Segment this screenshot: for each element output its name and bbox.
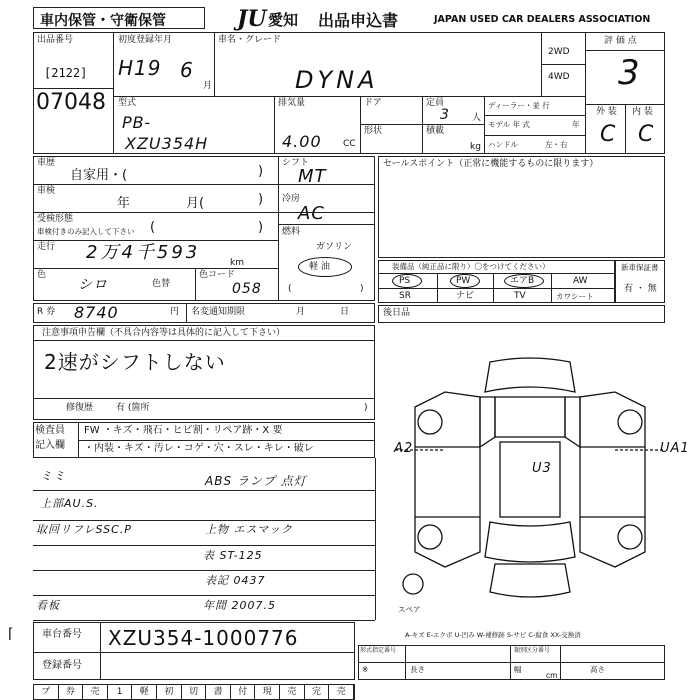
footer-cell: 付 [231,685,256,699]
new-warranty-value: 有 ・ 無 [624,284,657,294]
reception-note: 車検付きのみ記入して下さい [37,227,135,236]
rating-score: 3 [618,53,641,93]
model-line1: PB- [122,113,152,132]
damage-mark-ua1: UA1 [660,441,690,456]
drive-2wd: 2WD [548,47,570,57]
storage-label: 車内保管・守衛保管 [40,13,166,29]
reception-label: 受検形態 [37,214,74,224]
free-note-6: 表 ST-125 [203,549,263,562]
history-label: 車歴 [37,158,56,168]
equip-navi: ナビ [456,291,475,301]
mileage-value: 2万4千593 [86,242,201,263]
model-year-label: モデル 年 式 [488,120,530,129]
free-note-2: ABS ランプ 点灯 [205,474,307,488]
car-damage-diagram [395,352,665,612]
model-label: 型式 [118,98,137,108]
ps-circle [392,274,422,288]
footer-row [33,684,355,700]
color-code-label: 色コード [199,270,236,280]
footer-cell: 切 [182,685,207,699]
notes-label: 注意事項申告欄（不具合内容等は具体的に記入して下さい） [42,328,286,338]
first-registration-label: 初度登録年月 [118,35,173,45]
first-registration-month: 6 [180,58,194,82]
equip-airbag: エアB [510,276,535,286]
repair-history-value: 有 (箇所 [116,403,150,413]
lot-sub-number: [2122] [44,66,88,80]
doors-label: ドア [364,98,382,108]
free-note-3: 上部AU.S. [40,497,99,510]
free-note-5: 上物 エスマック [205,523,293,536]
spare-label: スペア [398,605,421,614]
inspector-label-1: 検査員 [35,425,65,436]
recycle-label: R 券 [37,307,56,317]
reception-open: ( [150,220,156,235]
rating-label: 評 価 点 [604,36,637,46]
displacement-unit: CC [343,139,356,149]
lot-number-label: 出品番号 [37,35,74,45]
dealer-label: ディーラー・並 行 [488,101,550,110]
color-label: 色 [37,270,47,280]
drive-4wd: 4WD [548,72,570,82]
lot-number: 07048 [36,90,106,115]
repair-history-label: 修復歴 [66,403,94,413]
recycle-unit: 円 [170,307,180,317]
aircon-value: AC [298,203,325,224]
footer-cell: 売 [329,685,354,699]
mileage-unit: km [230,258,244,268]
mileage-label: 走行 [37,242,56,252]
equip-aw: AW [573,276,588,286]
fuel-label: 燃料 [282,227,301,237]
car-name-label: 車名・グレード [218,35,282,45]
new-warranty-label: 新車保証書 [621,263,659,272]
footer-cell: 完 [305,685,330,699]
inspection-month-unit: 月( [186,196,205,211]
inspection-year-unit: 年 [117,196,131,211]
interior-label: 内 装 [632,107,653,117]
corner-mark: ⌈ [8,626,14,642]
spec-height: 高さ [590,665,605,674]
inspector-label-2: 記入欄 [35,440,65,451]
shift-label: シフト [282,158,310,168]
free-note-1: ミミ [40,469,67,483]
ju-logo: JU [237,6,267,32]
load-unit: kg [470,142,481,152]
airbag-circle [504,274,544,288]
equip-pw: PW [456,276,471,286]
damage-mark-a2: A2 [394,441,414,456]
name-notice-month: 月 [296,307,306,317]
history-close: ) [258,164,264,179]
equip-kawa-seat: カワシート [556,292,594,301]
handle-options: 左・右 [545,140,568,149]
registration-number-label: 登録番号 [42,660,82,671]
shape-label: 形状 [364,126,383,136]
repair-history-close: ) [364,403,368,413]
footer-cell: 初 [157,685,182,699]
spec-designation: 形式指定番号 [360,647,397,654]
free-note-8: 看板 [36,599,60,612]
chassis-number: XZU354-1000776 [108,626,299,650]
later-input-label: 後日品 [383,308,411,318]
exterior-label: 外 装 [596,107,617,117]
color-value: シロ [78,277,108,293]
color-code-value: 058 [232,281,262,297]
footer-cell: 書 [206,685,231,699]
equipment-label: 装備品（純正品に限り）〇をつけてください） [392,262,550,271]
interior-grade: C [638,122,655,147]
footer-cell: 軽 [132,685,157,699]
org-english-name: JAPAN USED CAR DEALERS ASSOCIATION [434,14,651,25]
free-note-7: 表記 0437 [205,574,266,587]
spec-length: 長さ [410,665,425,674]
free-note-9: 年間 2007.5 [203,599,276,612]
name-notice-label: 名変通知期限 [191,307,246,317]
aircon-label: 冷房 [282,194,301,204]
form-title: 出品申込書 [318,11,399,30]
name-notice-day: 日 [340,307,350,317]
equip-sr: SR [399,291,411,301]
damage-mark-u3: U3 [532,461,552,476]
capacity-label: 定員 [426,98,445,108]
capacity-value: 3 [440,107,450,123]
chassis-label: 車台番号 [42,629,82,640]
model-line2: XZU354H [125,134,209,153]
footer-cell: 券 [59,685,84,699]
capacity-unit: 人 [472,113,482,123]
spec-cm: cm [546,671,558,680]
exterior-grade: C [600,122,617,147]
later-input-box [378,305,665,323]
org-name: 愛知 [268,11,299,29]
damage-legend: A-キズ E-エクボ U-凹み W-補修跡 S-サビ C-腐食 XX-交換済 [405,631,581,639]
selling-points-label: セールスポイント（正常に機能するものに限ります） [383,159,599,169]
inspector-row-2: ・内装・キズ・汚レ・コゲ・穴・スレ・キレ・破レ [84,443,314,454]
fuel-close: ) [360,284,364,294]
spec-category: 類別区分番号 [514,647,551,654]
notes-handwritten: 2速がシフトしない [44,350,226,374]
inspection-close: ) [258,192,264,207]
footer-cell: プ [34,685,59,699]
displacement-label: 排気量 [278,98,306,108]
selling-points-box [378,156,665,258]
history-value: 自家用・( [70,168,128,183]
displacement-value: 4.00 [282,132,322,151]
shift-value: MT [298,166,327,187]
handle-label: ハンドル [488,140,518,149]
inspector-row-1: FW ・キズ・飛石・ヒビ割・リペア跡・X 要 [84,425,283,436]
spec-mark: ※ [362,665,369,674]
spec-width: 幅 [514,665,522,674]
footer-cell: 売 [83,685,108,699]
footer-cell: 現 [255,685,280,699]
reception-close: ) [258,220,264,235]
inspection-label: 車検 [37,186,56,196]
load-label: 積載 [426,126,445,136]
pw-circle [450,274,480,288]
month-unit: 月 [203,81,213,91]
free-note-4: 取回リフレSSC.P [36,523,132,536]
fuel-open: ( [288,284,292,294]
footer-cell: 売 [280,685,305,699]
footer-cell: 1 [108,685,133,699]
recycle-value: 8740 [74,303,119,322]
fuel-diesel: 軽 油 [309,262,330,272]
fuel-gasoline: ガソリン [316,242,353,252]
first-registration-era-year: H19 [118,56,162,80]
color-change-label: 色替 [152,279,171,289]
car-name-value: DYNA [295,66,379,94]
equip-tv: TV [514,291,526,301]
equip-ps: PS [399,276,411,286]
model-year-unit: 年 [572,120,580,129]
